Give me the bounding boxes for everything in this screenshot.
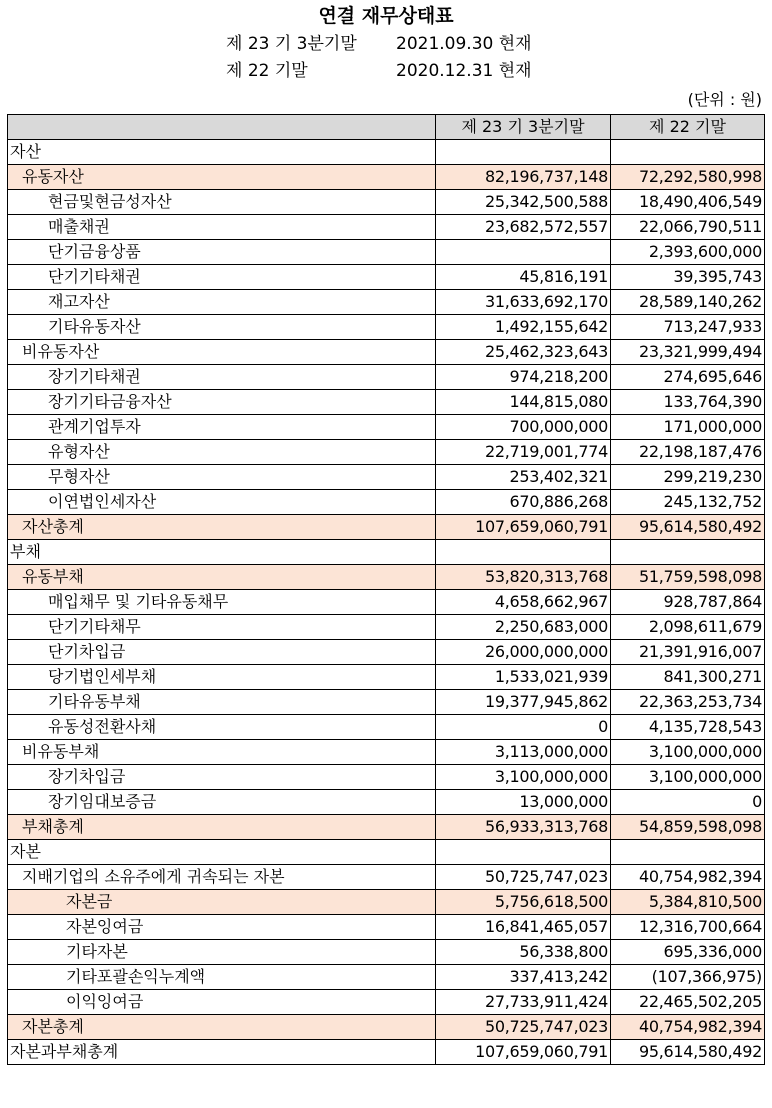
current-value-cell: 22,719,001,774: [436, 440, 611, 465]
account-cell: 비유동자산: [8, 340, 436, 365]
current-value-cell: 107,659,060,791: [436, 515, 611, 540]
current-value-cell: 0: [436, 715, 611, 740]
current-value-cell: 26,000,000,000: [436, 640, 611, 665]
balance-sheet-table: [7, 114, 765, 1065]
prior-value-cell: 713,247,933: [611, 315, 765, 340]
account-cell: 자산: [8, 140, 436, 165]
current-value-cell: 50,725,747,023: [436, 865, 611, 890]
table-row: [8, 1040, 765, 1065]
table-row: [8, 540, 765, 565]
prior-value-cell: 22,465,502,205: [611, 990, 765, 1015]
prior-value-cell: 299,219,230: [611, 465, 765, 490]
current-value-cell: 3,113,000,000: [436, 740, 611, 765]
account-cell: 이익잉여금: [8, 990, 436, 1015]
prior-value-cell: 245,132,752: [611, 490, 765, 515]
table-row: [8, 915, 765, 940]
column-header-prior: 제 22 기말: [611, 115, 765, 140]
prior-value-cell: 95,614,580,492: [611, 1040, 765, 1065]
current-value-cell: 56,933,313,768: [436, 815, 611, 840]
table-row: [8, 665, 765, 690]
current-value-cell: 5,756,618,500: [436, 890, 611, 915]
account-cell: 매입채무 및 기타유동채무: [8, 590, 436, 615]
table-row: [8, 315, 765, 340]
account-cell: 비유동부채: [8, 740, 436, 765]
current-value-cell: 53,820,313,768: [436, 565, 611, 590]
current-value-cell: 1,492,155,642: [436, 315, 611, 340]
account-cell: 부채: [8, 540, 436, 565]
prior-value-cell: 40,754,982,394: [611, 1015, 765, 1040]
current-value-cell: 45,816,191: [436, 265, 611, 290]
account-cell: 자본: [8, 840, 436, 865]
account-cell: 재고자산: [8, 290, 436, 315]
prior-value-cell: [611, 540, 765, 565]
current-value-cell: 974,218,200: [436, 365, 611, 390]
current-value-cell: [436, 240, 611, 265]
table-row: [8, 290, 765, 315]
table-body: [8, 140, 765, 1065]
prior-value-cell: 12,316,700,664: [611, 915, 765, 940]
prior-value-cell: 5,384,810,500: [611, 890, 765, 915]
account-cell: 관계기업투자: [8, 415, 436, 440]
account-cell: 장기차입금: [8, 765, 436, 790]
account-cell: 무형자산: [8, 465, 436, 490]
table-row: [8, 265, 765, 290]
account-cell: 부채총계: [8, 815, 436, 840]
prior-value-cell: 171,000,000: [611, 415, 765, 440]
current-value-cell: 700,000,000: [436, 415, 611, 440]
prior-value-cell: 22,363,253,734: [611, 690, 765, 715]
account-cell: 유동성전환사채: [8, 715, 436, 740]
table-row: [8, 215, 765, 240]
prior-value-cell: 2,393,600,000: [611, 240, 765, 265]
current-period-label: 제 23 기 3분기말: [226, 34, 357, 54]
current-period-date: 2021.09.30 현재: [396, 34, 532, 54]
prior-value-cell: 51,759,598,098: [611, 565, 765, 590]
table-row: [8, 740, 765, 765]
prior-value-cell: [611, 140, 765, 165]
account-cell: 유동자산: [8, 165, 436, 190]
current-value-cell: 56,338,800: [436, 940, 611, 965]
table-row: [8, 690, 765, 715]
account-cell: 장기기타금융자산: [8, 390, 436, 415]
prior-value-cell: [611, 840, 765, 865]
table-row: [8, 565, 765, 590]
prior-period-date: 2020.12.31 현재: [396, 61, 532, 81]
current-value-cell: 144,815,080: [436, 390, 611, 415]
table-row: [8, 990, 765, 1015]
table-row: [8, 140, 765, 165]
prior-value-cell: 18,490,406,549: [611, 190, 765, 215]
table-row: [8, 440, 765, 465]
account-cell: 단기금융상품: [8, 240, 436, 265]
table-row: [8, 490, 765, 515]
prior-value-cell: 695,336,000: [611, 940, 765, 965]
prior-value-cell: 72,292,580,998: [611, 165, 765, 190]
table-row: [8, 715, 765, 740]
table-row: [8, 1015, 765, 1040]
table-row: [8, 340, 765, 365]
prior-value-cell: (107,366,975): [611, 965, 765, 990]
account-cell: 단기기타채무: [8, 615, 436, 640]
account-cell: 이연법인세자산: [8, 490, 436, 515]
prior-value-cell: 0: [611, 790, 765, 815]
current-value-cell: 3,100,000,000: [436, 765, 611, 790]
account-cell: 자본금: [8, 890, 436, 915]
prior-value-cell: 4,135,728,543: [611, 715, 765, 740]
account-cell: 자산총계: [8, 515, 436, 540]
table-row: [8, 240, 765, 265]
page-title: 연결 재무상태표: [318, 5, 454, 27]
prior-value-cell: 40,754,982,394: [611, 865, 765, 890]
current-value-cell: 337,413,242: [436, 965, 611, 990]
account-cell: 장기임대보증금: [8, 790, 436, 815]
current-value-cell: 27,733,911,424: [436, 990, 611, 1015]
account-cell: 당기법인세부채: [8, 665, 436, 690]
current-value-cell: [436, 140, 611, 165]
account-cell: 기타유동부채: [8, 690, 436, 715]
table-row: [8, 365, 765, 390]
account-cell: 기타유동자산: [8, 315, 436, 340]
prior-value-cell: 274,695,646: [611, 365, 765, 390]
current-period-line: [226, 32, 532, 56]
prior-period-label: 제 22 기말: [226, 61, 308, 81]
table-row: [8, 390, 765, 415]
account-cell: 지배기업의 소유주에게 귀속되는 자본: [8, 865, 436, 890]
prior-value-cell: 2,098,611,679: [611, 615, 765, 640]
current-value-cell: 25,342,500,588: [436, 190, 611, 215]
table-header-row: [8, 115, 765, 140]
column-header-account: [8, 115, 436, 140]
account-cell: 기타자본: [8, 940, 436, 965]
prior-value-cell: 841,300,271: [611, 665, 765, 690]
current-value-cell: 25,462,323,643: [436, 340, 611, 365]
account-cell: 유동부채: [8, 565, 436, 590]
current-value-cell: 82,196,737,148: [436, 165, 611, 190]
table-row: [8, 615, 765, 640]
table-row: [8, 415, 765, 440]
current-value-cell: [436, 840, 611, 865]
table-row: [8, 190, 765, 215]
current-value-cell: 19,377,945,862: [436, 690, 611, 715]
current-value-cell: 16,841,465,057: [436, 915, 611, 940]
table-row: [8, 765, 765, 790]
prior-value-cell: 133,764,390: [611, 390, 765, 415]
current-value-cell: 2,250,683,000: [436, 615, 611, 640]
table-row: [8, 815, 765, 840]
table-row: [8, 590, 765, 615]
current-value-cell: 31,633,692,170: [436, 290, 611, 315]
current-value-cell: 670,886,268: [436, 490, 611, 515]
account-cell: 장기기타채권: [8, 365, 436, 390]
prior-value-cell: 3,100,000,000: [611, 765, 765, 790]
table-row: [8, 515, 765, 540]
column-header-current: 제 23 기 3분기말: [436, 115, 611, 140]
prior-value-cell: 21,391,916,007: [611, 640, 765, 665]
unit-label: (단위 : 원): [687, 90, 762, 109]
current-value-cell: 23,682,572,557: [436, 215, 611, 240]
current-value-cell: 253,402,321: [436, 465, 611, 490]
prior-value-cell: 22,198,187,476: [611, 440, 765, 465]
table-row: [8, 890, 765, 915]
prior-value-cell: 22,066,790,511: [611, 215, 765, 240]
account-cell: 매출채권: [8, 215, 436, 240]
current-value-cell: 50,725,747,023: [436, 1015, 611, 1040]
account-cell: 자본총계: [8, 1015, 436, 1040]
account-cell: 단기차입금: [8, 640, 436, 665]
current-value-cell: 1,533,021,939: [436, 665, 611, 690]
account-cell: 현금및현금성자산: [8, 190, 436, 215]
prior-value-cell: 54,859,598,098: [611, 815, 765, 840]
table-row: [8, 465, 765, 490]
account-cell: 기타포괄손익누계액: [8, 965, 436, 990]
account-cell: 자본과부채총계: [8, 1040, 436, 1065]
account-cell: 단기기타채권: [8, 265, 436, 290]
current-value-cell: [436, 540, 611, 565]
prior-value-cell: 928,787,864: [611, 590, 765, 615]
prior-value-cell: 95,614,580,492: [611, 515, 765, 540]
prior-value-cell: 23,321,999,494: [611, 340, 765, 365]
prior-value-cell: 3,100,000,000: [611, 740, 765, 765]
current-value-cell: 107,659,060,791: [436, 1040, 611, 1065]
prior-value-cell: 28,589,140,262: [611, 290, 765, 315]
prior-value-cell: 39,395,743: [611, 265, 765, 290]
prior-period-line: [226, 59, 532, 83]
account-cell: 유형자산: [8, 440, 436, 465]
current-value-cell: 13,000,000: [436, 790, 611, 815]
current-value-cell: 4,658,662,967: [436, 590, 611, 615]
account-cell: 자본잉여금: [8, 915, 436, 940]
table-row: [8, 790, 765, 815]
table-row: [8, 640, 765, 665]
table-row: [8, 965, 765, 990]
table-row: [8, 165, 765, 190]
table-row: [8, 865, 765, 890]
table-row: [8, 840, 765, 865]
table-row: [8, 940, 765, 965]
